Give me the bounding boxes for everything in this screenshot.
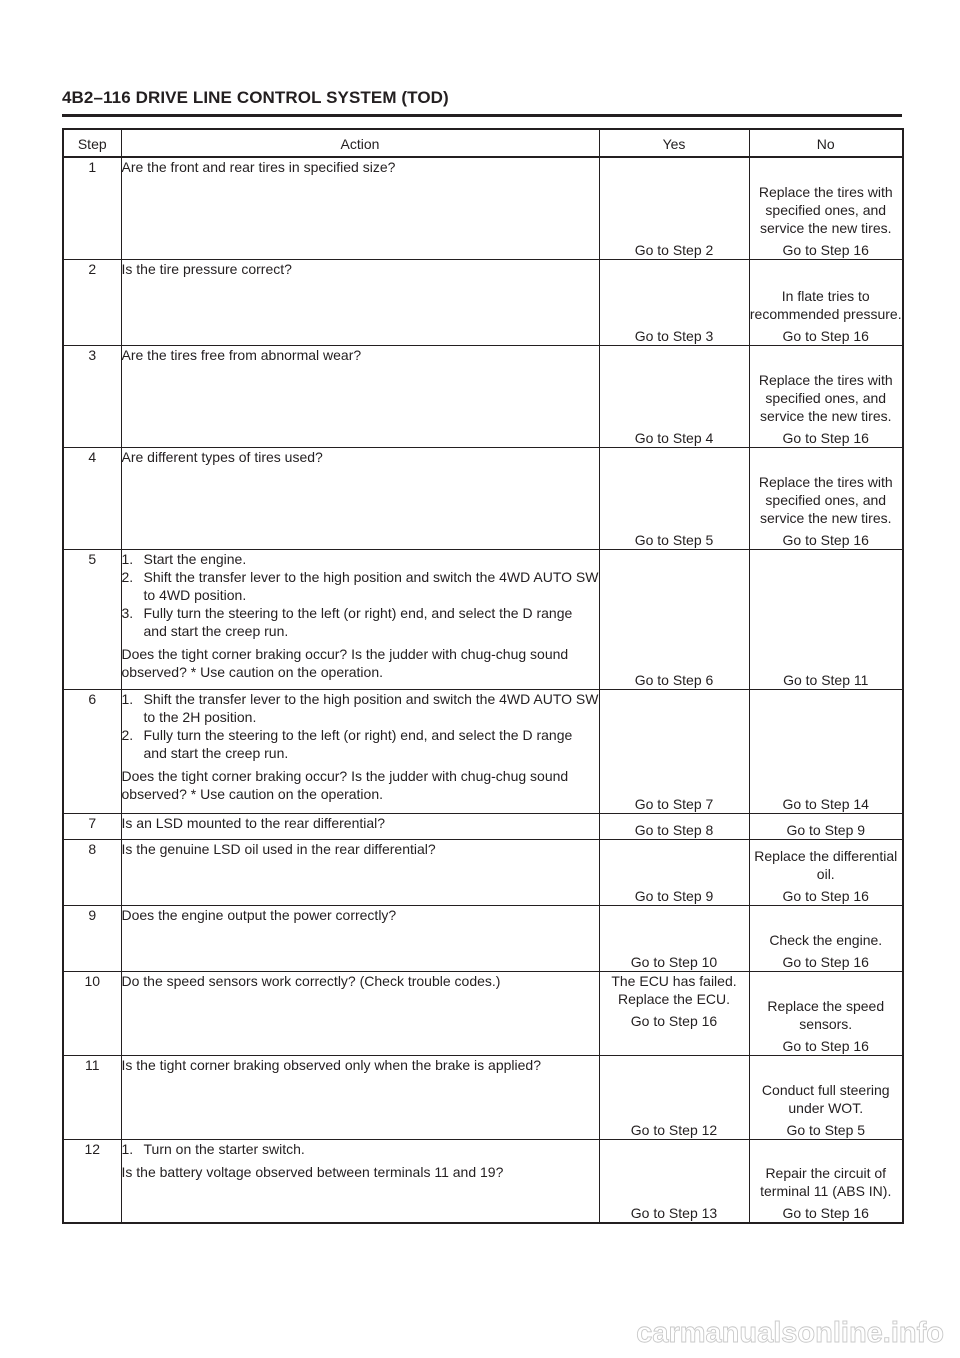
header-rule (62, 114, 902, 117)
yes-cell (599, 1139, 749, 1223)
yes-cell (599, 813, 749, 839)
action-cell (121, 259, 599, 345)
diagnostic-table (62, 128, 904, 1224)
step-number: 7 (63, 813, 121, 839)
substep-item (122, 726, 599, 762)
no-description: Replace the speed sensors. (767, 997, 885, 1032)
action-cell (121, 689, 599, 813)
no-description: Repair the circuit of terminal 11 (ABS IN). (760, 1165, 892, 1199)
table-row (63, 1055, 903, 1139)
substep-text: Shift the transfer lever to the high position and switch the 4WD AUTO SW to the 2H position. (143, 690, 599, 725)
no-cell (749, 1139, 903, 1223)
no-go-to-step: Go to Step 16 (782, 327, 869, 344)
step-number: 5 (63, 549, 121, 689)
table-row (63, 549, 903, 689)
action-cell (121, 549, 599, 689)
table-row (63, 447, 903, 549)
no-cell (749, 345, 903, 447)
yes-cell (599, 549, 749, 689)
substep-list (122, 1140, 599, 1158)
yes-cell (599, 447, 749, 549)
substep-text: Fully turn the steering to the left (or right) end, and select the D range and start the creep run. (143, 726, 573, 761)
yes-go-to-step: Go to Step 7 (634, 795, 714, 812)
step-number: 2 (63, 259, 121, 345)
yes-cell (599, 905, 749, 971)
substep-number: 2. (121, 726, 134, 743)
substep-item (122, 690, 599, 726)
yes-cell (599, 259, 749, 345)
action-cell (121, 1055, 599, 1139)
yes-go-to-step: Go to Step 10 (630, 953, 718, 970)
action-cell (121, 157, 599, 259)
action-text: Do the speed sensors work correctly? (Check trouble codes.) (121, 972, 501, 989)
no-description: Conduct full steering under WOT. (761, 1081, 890, 1116)
substep-item (122, 1140, 599, 1158)
yes-go-to-step: Go to Step 9 (634, 887, 714, 904)
table-row (63, 157, 903, 259)
substep-number: 1. (121, 1140, 134, 1157)
table-header-row (63, 129, 903, 157)
table-row (63, 259, 903, 345)
action-cell (121, 971, 599, 1055)
action-text: Are different types of tires used? (121, 448, 323, 465)
no-cell (749, 1055, 903, 1139)
no-cell (749, 839, 903, 905)
yes-go-to-step: Go to Step 12 (630, 1121, 718, 1138)
yes-cell (599, 689, 749, 813)
yes-go-to-step: Go to Step 4 (634, 429, 714, 446)
no-description: Replace the differential oil. (754, 847, 898, 882)
action-text: Is the tire pressure correct? (121, 260, 292, 277)
substep-text: Shift the transfer lever to the high position and switch the 4WD AUTO SW to 4WD position. (143, 568, 599, 603)
table-row (63, 971, 903, 1055)
no-description: Replace the tires with specified ones, and service the new tires. (758, 473, 893, 526)
column-header-no: No (749, 129, 903, 157)
action-cell (121, 345, 599, 447)
yes-go-to-step: Go to Step 8 (634, 821, 714, 838)
svg-text:carmanualsonline.info: carmanualsonline.info (636, 1317, 944, 1349)
no-go-to-step: Go to Step 14 (782, 795, 869, 812)
no-go-to-step: Go to Step 16 (782, 1205, 869, 1221)
action-text: Does the engine output the power correctly? (121, 906, 397, 923)
no-go-to-step: Go to Step 16 (782, 1037, 869, 1054)
no-description: In flate tries to recommended pressure. (749, 287, 902, 322)
action-question: Is the battery voltage observed between terminals 11 and 19? (121, 1163, 504, 1180)
column-header-yes: Yes (599, 129, 749, 157)
substep-list (122, 690, 599, 762)
yes-go-to-step: Go to Step 3 (634, 327, 714, 344)
substep-text: Fully turn the steering to the left (or right) end, and select the D range and start the creep run. (143, 604, 573, 639)
no-cell (749, 905, 903, 971)
no-go-to-step: Go to Step 16 (782, 241, 869, 258)
step-number: 4 (63, 447, 121, 549)
action-text: Is the genuine LSD oil used in the rear differential? (121, 840, 436, 857)
table-row (63, 905, 903, 971)
step-number: 12 (63, 1139, 121, 1223)
substep-number: 3. (121, 604, 134, 621)
yes-go-to-step: Go to Step 13 (630, 1205, 718, 1221)
yes-cell (599, 1055, 749, 1139)
no-go-to-step: Go to Step 5 (786, 1121, 866, 1138)
no-cell (749, 447, 903, 549)
action-question: Does the tight corner braking occur? Is the judder with chug-chug sound observed? * Use caution on the operation. (121, 645, 569, 680)
action-cell (121, 1139, 599, 1223)
no-cell (749, 689, 903, 813)
no-go-to-step: Go to Step 16 (782, 429, 869, 446)
step-number: 11 (63, 1055, 121, 1139)
table-row (63, 1139, 903, 1223)
action-cell (121, 905, 599, 971)
action-cell (121, 447, 599, 549)
no-description: Replace the tires with specified ones, and service the new tires. (758, 371, 893, 424)
yes-cell (599, 157, 749, 259)
action-cell (121, 839, 599, 905)
action-text: Is the tight corner braking observed only when the brake is applied? (121, 1056, 541, 1073)
table-row (63, 839, 903, 905)
yes-cell (599, 839, 749, 905)
action-cell (121, 813, 599, 839)
table-body (63, 157, 903, 1223)
table-row (63, 813, 903, 839)
no-description: Check the engine. (769, 931, 883, 948)
step-number: 10 (63, 971, 121, 1055)
step-number: 3 (63, 345, 121, 447)
step-number: 6 (63, 689, 121, 813)
no-cell (749, 259, 903, 345)
substep-list (122, 550, 599, 640)
yes-description: The ECU has failed. Replace the ECU. (611, 972, 737, 1007)
no-go-to-step: Go to Step 16 (782, 887, 869, 904)
table-row (63, 345, 903, 447)
no-cell (749, 813, 903, 839)
substep-item (122, 550, 599, 568)
action-question: Does the tight corner braking occur? Is the judder with chug-chug sound observed? * Use caution on the operation. (121, 767, 569, 802)
no-cell (749, 971, 903, 1055)
page-header-title: 4B2–116 DRIVE LINE CONTROL SYSTEM (TOD) (62, 88, 449, 107)
no-cell (749, 549, 903, 689)
watermark-logo (572, 1312, 952, 1352)
substep-number: 1. (121, 550, 134, 567)
table-row (63, 689, 903, 813)
action-text: Are the front and rear tires in specified size? (121, 159, 396, 175)
substep-text: Turn on the starter switch. (143, 1140, 305, 1157)
column-header-step: Step (63, 129, 121, 157)
yes-cell (599, 345, 749, 447)
no-go-to-step: Go to Step 16 (782, 531, 869, 548)
action-text: Are the tires free from abnormal wear? (121, 346, 362, 363)
no-go-to-step: Go to Step 16 (782, 953, 869, 970)
no-go-to-step: Go to Step 9 (786, 821, 866, 838)
no-cell (749, 157, 903, 259)
step-number: 9 (63, 905, 121, 971)
yes-go-to-step: Go to Step 5 (634, 531, 714, 548)
no-description: Replace the tires with specified ones, and service the new tires. (758, 183, 893, 236)
step-number: 1 (63, 157, 121, 259)
yes-go-to-step: Go to Step 16 (630, 1012, 718, 1029)
substep-number: 1. (121, 690, 134, 707)
yes-go-to-step: Go to Step 2 (634, 241, 714, 258)
yes-go-to-step: Go to Step 6 (634, 671, 714, 688)
step-number: 8 (63, 839, 121, 905)
substep-text: Start the engine. (143, 550, 247, 567)
no-go-to-step: Go to Step 11 (783, 671, 869, 688)
action-text: Is an LSD mounted to the rear differential? (121, 814, 386, 831)
substep-item (122, 568, 599, 604)
substep-number: 2. (121, 568, 134, 585)
column-header-action: Action (121, 129, 599, 157)
yes-cell (599, 971, 749, 1055)
substep-item (122, 604, 599, 640)
